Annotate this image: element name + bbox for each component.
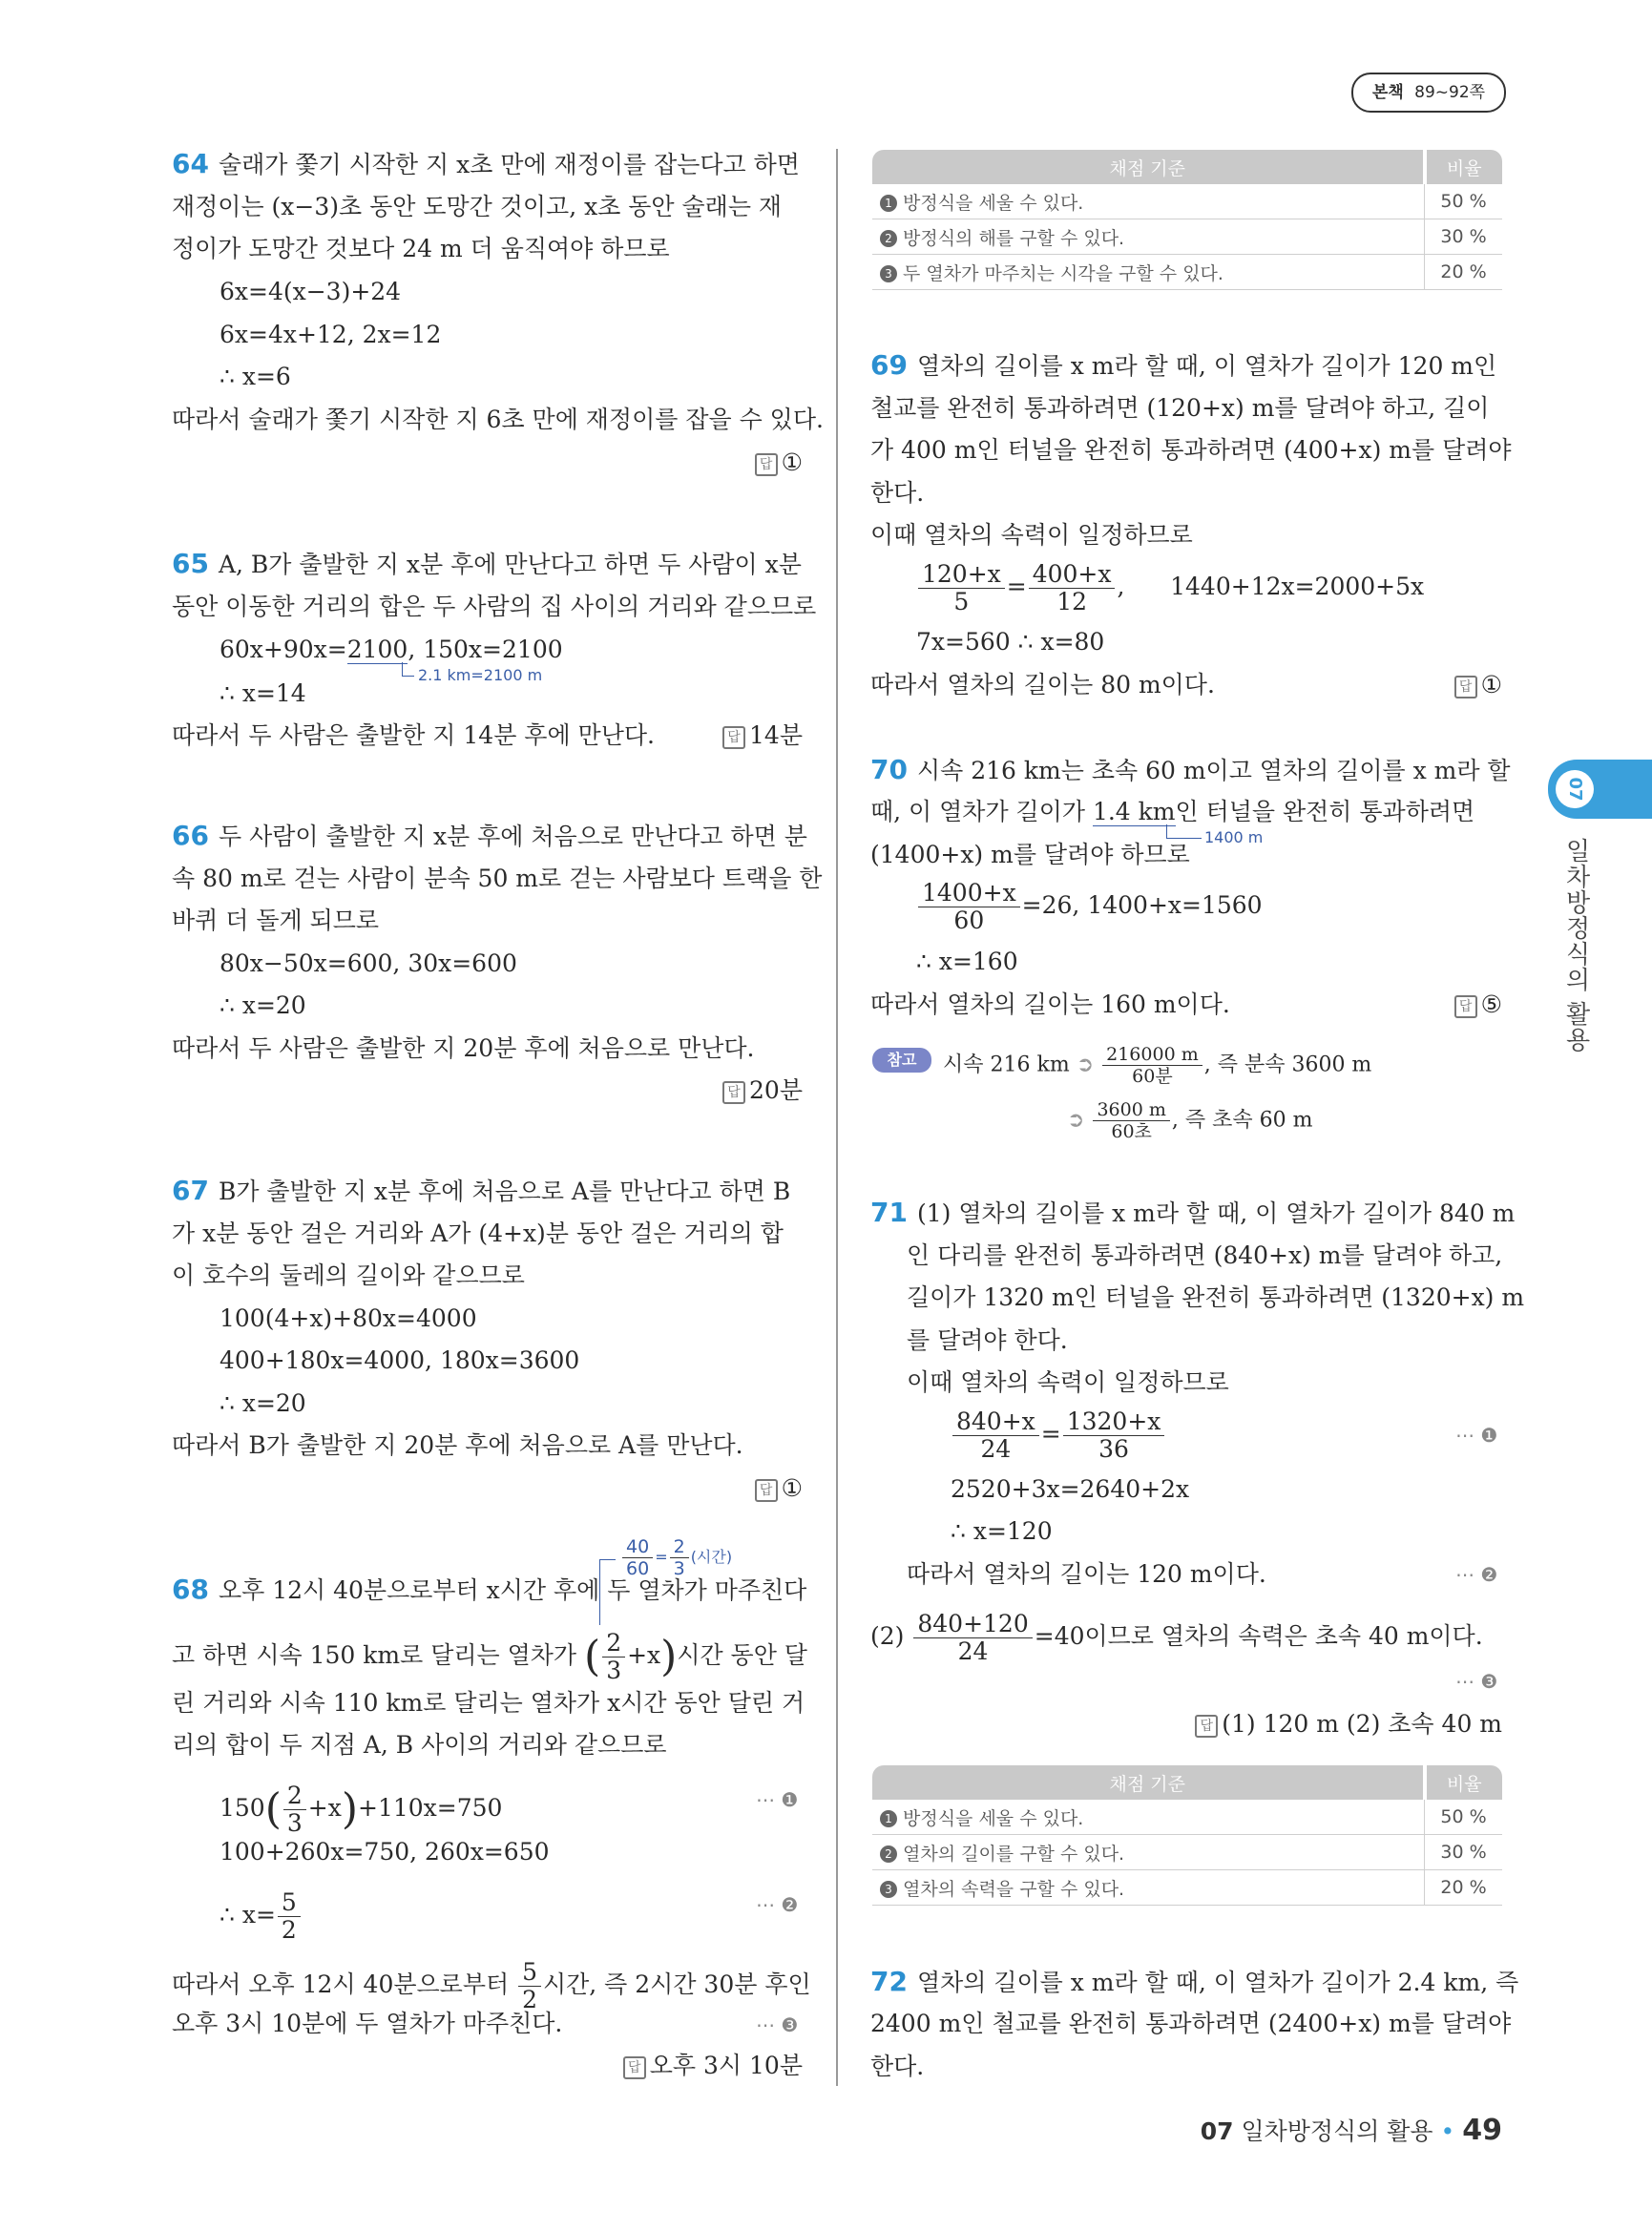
p68-mark1: ⋯ ❶ xyxy=(756,1788,799,1811)
p66-conclusion: 따라서 두 사람은 출발한 지 20분 후에 처음으로 만난다. xyxy=(172,1034,755,1062)
p71-line5: 이때 열차의 속력이 일정하므로 xyxy=(907,1368,1229,1396)
p65-line1: 65 A, B가 출발한 지 x분 후에 만난다고 하면 두 사람이 x분 xyxy=(172,548,802,579)
p71-mark1: ⋯ ❶ xyxy=(1455,1424,1498,1447)
p65-conclusion: 따라서 두 사람은 출발한 지 14분 후에 만난다. xyxy=(172,721,655,749)
p66-line2: 속 80 m로 걷는 사람이 분속 50 m로 걷는 사람보다 트랙을 한 xyxy=(172,865,823,892)
p70-line3: (1400+x) m를 달려야 하므로 xyxy=(870,841,1190,868)
p70-number: 70 xyxy=(870,754,908,785)
footer-chapter: 07 xyxy=(1200,2117,1234,2145)
p72-line2: 2400 m인 철교를 완전히 통과하려면 (2400+x) m를 달려야 xyxy=(870,2010,1512,2037)
p66-number: 66 xyxy=(172,820,209,851)
page-reference-badge xyxy=(1351,73,1506,113)
p71-concl: 따라서 열차의 길이는 120 m이다. xyxy=(907,1560,1266,1588)
p64-line2: 재정이는 (x−3)초 동안 도망간 것이고, x초 동안 술래는 재 xyxy=(172,193,783,220)
p70-ref-line2: ➲ $\frac{3600 m}{\text{60초}}$ , 즉 초속 60 m xyxy=(1067,1099,1313,1142)
p70-line1: 70 시속 216 km는 초속 60 m이고 열차의 길이를 x m라 할 xyxy=(870,754,1511,785)
p69-number: 69 xyxy=(870,349,908,381)
p68-line4: 리의 합이 두 지점 A, B 사이의 거리와 같으므로 xyxy=(172,1731,667,1759)
p66-line3: 바퀴 더 돌게 되므로 xyxy=(172,907,380,934)
p68-eq3: ∴ x= $\frac{5}{2}$ xyxy=(220,1889,303,1944)
p68-concl1: 따라서 오후 12시 40분으로부터 $\frac{5}{2}$ 시간, 즉 2시간 30분 후인 xyxy=(172,1958,811,2013)
p71-answer: 답 (1) 120 m (2) 초속 40 m xyxy=(1195,1710,1502,1739)
p70-line2: 때, 이 열차가 길이가 1.4 km인 터널을 완전히 통과하려면 xyxy=(870,798,1475,825)
p70-answer: 답 ⑤ xyxy=(1454,990,1502,1019)
p71-eq3: ∴ x=120 xyxy=(951,1517,1053,1545)
page-footer xyxy=(1201,2113,1502,2147)
grading-table-68 xyxy=(872,150,1502,290)
badge-pages: 89~92쪽 xyxy=(1414,83,1486,102)
p66-eq2: ∴ x=20 xyxy=(220,991,306,1019)
p67-line2: 가 x분 동안 걸은 거리와 A가 (4+x)분 동안 걸은 거리의 합 xyxy=(172,1220,784,1247)
footer-separator: • xyxy=(1440,2117,1455,2145)
p72-line3: 한다. xyxy=(870,2053,925,2080)
table-row: 1 방정식을 세울 수 있다. 50 % xyxy=(872,1800,1502,1835)
p67-number: 67 xyxy=(172,1175,209,1206)
p64-eq3: ∴ x=6 xyxy=(220,363,291,390)
chapter-side-title: 일차방정식의 활용 xyxy=(1561,838,1590,1053)
arrow-right-icon: ➲ xyxy=(1076,1053,1095,1077)
p69-conclusion: 따라서 열차의 길이는 80 m이다. xyxy=(870,671,1215,698)
p71-line4: 를 달려야 한다. xyxy=(907,1326,1068,1354)
p67-conclusion: 따라서 B가 출발한 지 20분 후에 처음으로 A를 만난다. xyxy=(172,1431,743,1459)
p69-line1: 69 열차의 길이를 x m라 할 때, 이 열차가 길이가 120 m인 xyxy=(870,349,1497,381)
p71-number: 71 xyxy=(870,1197,908,1228)
p64-conclusion: 따라서 술래가 쫓기 시작한 지 6초 만에 재정이를 잡을 수 있다. xyxy=(172,406,824,433)
p68-note: $\frac{40}{60}$ = $\frac{2}{3}$ (시간) xyxy=(620,1536,732,1579)
p71-line2: 인 다리를 완전히 통과하려면 (840+x) m를 달려야 하고, xyxy=(907,1241,1503,1269)
table-row: 2 열차의 길이를 구할 수 있다. 30 % xyxy=(872,1835,1502,1870)
p68-line2: 고 하면 시속 150 km로 달리는 열차가 ( $\frac{2}{3}$ +x)시간 동안 달 xyxy=(172,1629,807,1684)
p71-mark2: ⋯ ❷ xyxy=(1455,1563,1498,1586)
reference-badge: 참고 xyxy=(872,1048,931,1073)
p65-answer: 답 14분 xyxy=(722,721,803,750)
p68-line3: 린 거리와 시속 110 km로 달리는 열차가 x시간 동안 달린 거 xyxy=(172,1689,805,1717)
table-header-ratio: 비율 xyxy=(1425,1765,1502,1800)
p70-ref-line1: 시속 216 km ➲ $\frac{216000 m}{\text{60분}}$ , 즉 분속 3600 m xyxy=(943,1044,1372,1087)
p66-eq1: 80x−50x=600, 30x=600 xyxy=(220,949,517,977)
p68-answer: 답 오후 3시 10분 xyxy=(623,2052,803,2080)
table-row: 3 열차의 속력을 구할 수 있다. 20 % xyxy=(872,1870,1502,1906)
p65-number: 65 xyxy=(172,548,209,579)
p67-eq2: 400+180x=4000, 180x=3600 xyxy=(220,1346,580,1374)
p72-number: 72 xyxy=(870,1966,908,1997)
p64-line3: 정이가 도망간 것보다 24 m 더 움직여야 하므로 xyxy=(172,235,670,262)
p64-eq2: 6x=4x+12, 2x=12 xyxy=(220,321,442,348)
p68-mark3: ⋯ ❸ xyxy=(756,2013,799,2036)
p66-answer: 답 20분 xyxy=(722,1076,803,1105)
p71-eq1: $\frac{840+x}{24}$ = $\frac{1320+x}{36}$ xyxy=(951,1408,1166,1463)
p68-concl2: 오후 3시 10분에 두 열차가 마주친다. xyxy=(172,2010,563,2037)
p64-answer: 답 ① xyxy=(755,448,803,477)
table-header-criteria: 채점 기준 xyxy=(872,1765,1425,1800)
p65-eq2: ∴ x=14 xyxy=(220,679,306,707)
p65-note-connector xyxy=(402,662,414,677)
arrow-right-icon: ➲ xyxy=(1067,1108,1085,1133)
p69-answer: 답 ① xyxy=(1454,671,1502,699)
p71-line1: 71 (1) 열차의 길이를 x m라 할 때, 이 열차가 길이가 840 m xyxy=(870,1197,1516,1228)
table-header-ratio: 비율 xyxy=(1425,150,1502,184)
p65-line2: 동안 이동한 거리의 합은 두 사람의 집 사이의 거리와 같으므로 xyxy=(172,593,817,620)
p68-eq1: 150( $\frac{2}{3}$ +x)+110x=750 xyxy=(220,1782,503,1837)
answer-icon: 답 xyxy=(755,453,778,476)
p69-line4: 한다. xyxy=(870,479,925,507)
p64-line1: 64 술래가 쫓기 시작한 지 x초 만에 재정이를 잡는다고 하면 xyxy=(172,148,800,179)
table-row: 2 방정식의 해를 구할 수 있다. 30 % xyxy=(872,219,1502,255)
page-number: 49 xyxy=(1462,2114,1502,2147)
p69-line3: 가 400 m인 터널을 완전히 통과하려면 (400+x) m를 달려야 xyxy=(870,436,1512,464)
p69-line2: 철교를 완전히 통과하려면 (120+x) m를 달려야 하고, 길이 xyxy=(870,394,1490,422)
p70-note-connector xyxy=(1166,824,1202,839)
p67-eq1: 100(4+x)+80x=4000 xyxy=(220,1304,477,1332)
p70-eq1: $\frac{1400+x}{60}$ =26, 1400+x=1560 xyxy=(916,880,1263,934)
p67-answer: 답 ① xyxy=(755,1474,803,1503)
table-row: 1 방정식을 세울 수 있다. 50 % xyxy=(872,184,1502,219)
p65-note: 2.1 km=2100 m xyxy=(418,666,543,684)
p69-eq1: $\frac{120+x}{5}$ = $\frac{400+x}{12}$ , 1440+12x=2000+5x xyxy=(916,561,1424,615)
p66-line1: 66 두 사람이 출발한 지 x분 후에 처음으로 만난다고 하면 분 xyxy=(172,820,807,851)
p71-part2: (2) $\frac{840+120}{24}$ =40이므로 열차의 속력은 초속 40 m이다. xyxy=(870,1610,1483,1665)
p68-line1: 68 오후 12시 40분으로부터 x시간 후에 두 열차가 마주친다 xyxy=(172,1574,807,1605)
p64-eq1: 6x=4(x−3)+24 xyxy=(220,278,402,305)
column-divider xyxy=(836,149,838,2086)
p64-number: 64 xyxy=(172,148,209,179)
p67-eq3: ∴ x=20 xyxy=(220,1389,306,1417)
chapter-side-tab xyxy=(1548,760,1652,819)
p68-number: 68 xyxy=(172,1574,209,1605)
p69-line5: 이때 열차의 속력이 일정하므로 xyxy=(870,521,1193,549)
p67-line1: 67 B가 출발한 지 x분 후에 처음으로 A를 만난다고 하면 B xyxy=(172,1175,791,1206)
p70-conclusion: 따라서 열차의 길이는 160 m이다. xyxy=(870,990,1230,1018)
table-row: 3 두 열차가 마주치는 시각을 구할 수 있다. 20 % xyxy=(872,255,1502,290)
grading-table-71 xyxy=(872,1765,1502,1906)
p68-eq2: 100+260x=750, 260x=650 xyxy=(220,1838,550,1866)
p69-eq2: 7x=560 ∴ x=80 xyxy=(916,628,1105,656)
p72-line1: 72 열차의 길이를 x m라 할 때, 이 열차가 길이가 2.4 km, 즉 xyxy=(870,1966,1519,1997)
p70-note: 1400 m xyxy=(1204,828,1264,846)
badge-label: 본책 xyxy=(1371,83,1404,102)
footer-title: 일차방정식의 활용 xyxy=(1241,2117,1433,2145)
p67-line3: 이 호수의 둘레의 길이와 같으므로 xyxy=(172,1261,525,1289)
table-header-criteria: 채점 기준 xyxy=(872,150,1425,184)
p71-line3: 길이가 1320 m인 터널을 완전히 통과하려면 (1320+x) m xyxy=(907,1283,1525,1311)
p70-eq2: ∴ x=160 xyxy=(916,948,1018,975)
p71-mark3: ⋯ ❸ xyxy=(1455,1670,1498,1693)
p71-eq2: 2520+3x=2640+2x xyxy=(951,1475,1190,1503)
p68-mark2: ⋯ ❷ xyxy=(756,1893,799,1916)
p65-eq1: 60x+90x=2100, 150x=2100 xyxy=(220,636,563,663)
chapter-number: 07 xyxy=(1556,770,1594,808)
